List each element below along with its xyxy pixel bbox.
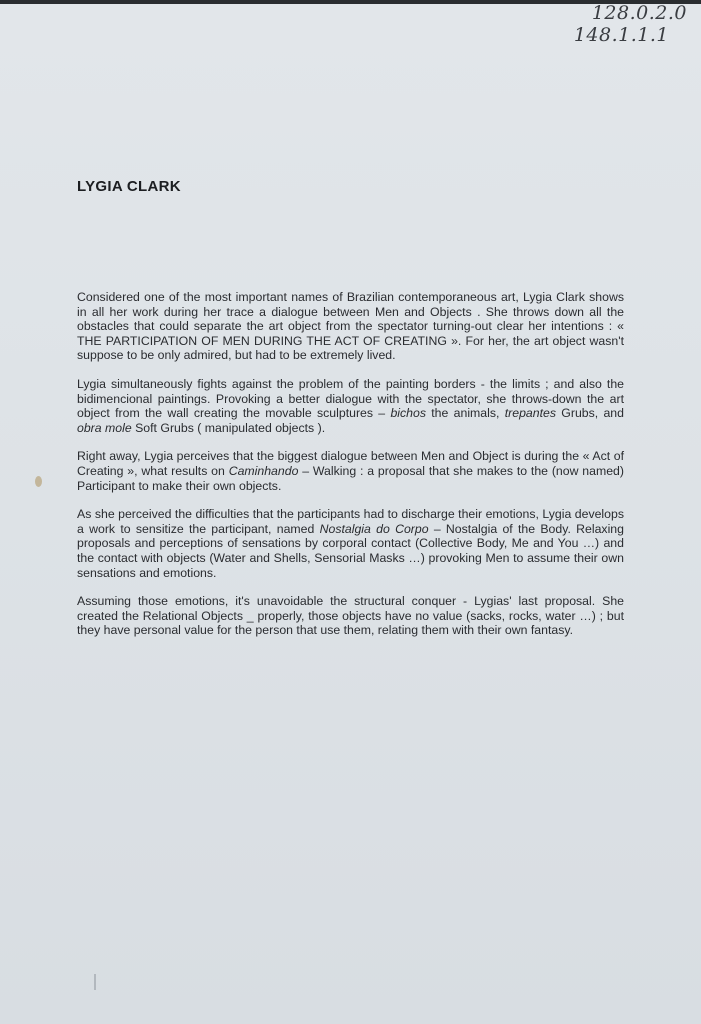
paragraph-5: Assuming those emotions, it's unavoidable the structural conquer - Lygias' last proposal. She created the Relational Objects _ properly, those objects have no value (sacks, rocks, water …) ; but they have personal value for the person that use them, relating them with their own fantasy. — [77, 594, 624, 638]
paragraph-4: As she perceived the difficulties that the participants had to discharge their emotions, Lygia develops a work to sensitize the participant, named Nostalgia do Corpo – Nostalgia of the Body. Relaxing proposals and perceptions of sensations by corporal contact (Collective Body, Me and You …) and the contact with objects (Water and Shells, Sensorial Masks …) provoking Men to assume their own sensations and emotions. — [77, 507, 624, 580]
paragraph-1: Considered one of the most important names of Brazilian contemporaneous art, Lygia Clark shows in all her work during her trace a dialogue between Men and Objects . She throws down all the obstacles that could separate the art object from the spectator turning-out clear her intentions : « THE PARTICIPATION OF MEN DURING THE ACT OF CREATING ». For her, the art object wasn't suppose to be only admired, but had to be extremely lived. — [77, 290, 624, 363]
paragraph-3: Right away, Lygia perceives that the biggest dialogue between Men and Object is during the « Act of Creating », what results on Caminhando – Walking : a proposal that she makes to the (now named) Participant to make their own objects. — [77, 449, 624, 493]
document-title: LYGIA CLARK — [77, 178, 181, 195]
paper-smudge — [35, 476, 42, 487]
document-body — [77, 290, 624, 652]
paper-mark — [94, 974, 96, 990]
handwritten-annotation — [574, 2, 687, 46]
paragraph-2: Lygia simultaneously fights against the problem of the painting borders - the limits ; and also the bidimencional paintings. Provoking a better dialogue with the spectator, she throws-down the art object from the wall creating the movable sculptures – bichos the animals, trepantes Grubs, and obra mole Soft Grubs ( manipulated objects ). — [77, 376, 624, 435]
annotation-line-2: 148.1.1.1 — [573, 24, 669, 46]
annotation-line-1: 128.0.2.0 — [591, 2, 687, 24]
